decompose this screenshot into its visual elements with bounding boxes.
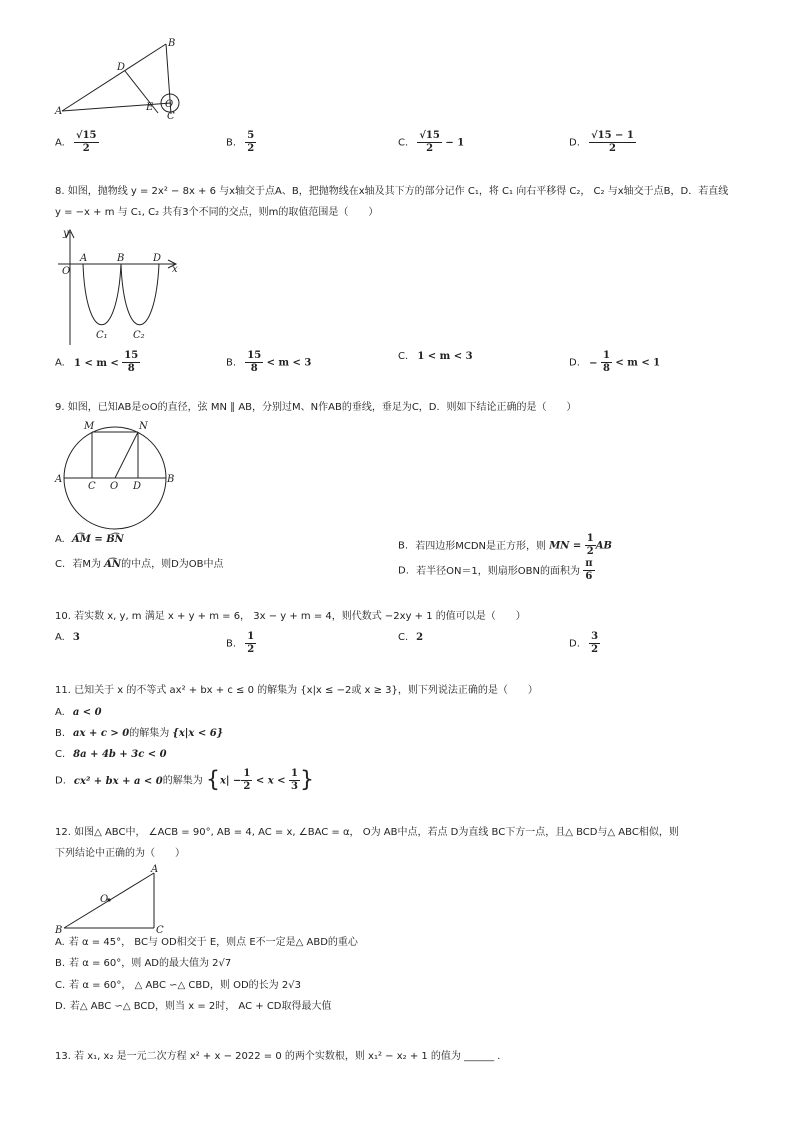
- q8-label-D: D: [153, 253, 162, 264]
- q8-label-A: A: [80, 253, 88, 264]
- q9-label-B: B: [167, 474, 175, 485]
- q9-label-D: D: [133, 481, 142, 492]
- q8-label-x: x: [172, 264, 178, 275]
- q12-label-B: B: [55, 925, 63, 936]
- q12-option-a[interactable]: A. 若 α = 45°， BC与 OD相交于 E，则点 E不一定是△ ABD的重心: [55, 937, 358, 948]
- q9-option-a[interactable]: A. A͡M = B͡N: [55, 534, 124, 545]
- q11-option-a[interactable]: A. a < 0: [55, 707, 102, 718]
- q9-label-A: A: [55, 474, 63, 485]
- q9-stem: 9. 如图，已知AB是⊙O的直径，弦 MN ∥ AB，分别过M、N作AB的垂线，垂足为C，D．则如下结论正确的是（ ）: [55, 402, 577, 413]
- q12-option-b[interactable]: B. 若 α = 60°，则 AD的最大值为 2√7: [55, 958, 232, 969]
- q9-label-C: C: [88, 481, 96, 492]
- q8-label-C1: C₁: [96, 330, 108, 341]
- q12-label-O: O: [100, 894, 109, 905]
- q8-stem-line1: 8. 如图，抛物线 y = 2x² − 8x + 6 与x轴交于点A、B，把抛物线在x轴及其下方的部分记作 C₁，将 C₁ 向右平移得 C₂， C₂ 与x轴交于点B，D．若直线: [55, 186, 729, 197]
- q9-label-M: M: [84, 421, 95, 432]
- q10-option-d[interactable]: D. $\frac{3}{2}$: [569, 631, 599, 655]
- q8-label-O: O: [62, 266, 71, 277]
- q9-option-b[interactable]: B. 若四边形MCDN是正方形，则 MN = $\frac{1}{2}$ AB: [398, 533, 612, 557]
- q11-option-d[interactable]: D. cx² + bx + a < 0的解集为 {x| − $\frac{1}{2}$ < x < $\frac{1}{3}$ }: [55, 767, 314, 793]
- q10-option-b[interactable]: B. $\frac{1}{2}$: [226, 631, 255, 655]
- q10-stem: 10. 若实数 x, y, m 满足 x + y + m = 6， 3x − y + m = 4，则代数式 −2xy + 1 的值可以是（ ）: [55, 611, 526, 622]
- q10-option-a[interactable]: A. 3: [55, 632, 80, 643]
- q7-label-D: D: [117, 62, 126, 73]
- q8-option-d[interactable]: D. − $\frac{1}{8}$ < m < 1: [569, 350, 661, 374]
- q7-option-a[interactable]: A. $\frac{√15}{2}$: [55, 130, 97, 154]
- q13-stem: 13. 若 x₁, x₂ 是一元二次方程 x² + x − 2022 = 0 的两个实数根，则 x₁² − x₂ + 1 的值为 ______ ．: [55, 1051, 508, 1062]
- q8-label-B: B: [117, 253, 125, 264]
- q7-option-b[interactable]: B. $\frac{5}{2}$: [226, 130, 255, 154]
- q12-option-c[interactable]: C. 若 α = 60°， △ ABC ∽△ CBD，则 OD的长为 2√3: [55, 980, 301, 991]
- q8-stem-line2: y = −x + m 与 C₁, C₂ 共有3个不同的交点，则m的取值范围是（ ）: [55, 207, 379, 218]
- q9-label-N: N: [139, 421, 148, 432]
- q8-option-b[interactable]: B. $\frac{15}{8}$ < m < 3: [226, 350, 312, 374]
- q12-label-C: C: [156, 925, 164, 936]
- q11-option-b[interactable]: B. ax + c > 0的解集为 {x|x < 6}: [55, 728, 224, 739]
- q8-option-a[interactable]: A. 1 < m < $\frac{15}{8}$: [55, 350, 139, 374]
- q9-option-d[interactable]: D. 若半径ON＝1，则扇形OBN的面积为 $\frac{\pi}{6}$: [398, 558, 593, 582]
- q7-option-d[interactable]: D. $\frac{√15 - 1}{2}$: [569, 130, 634, 154]
- q7-option-c[interactable]: C. $\frac{√15}{2}$ − 1: [398, 130, 465, 154]
- q7-label-E: E: [146, 102, 154, 113]
- q7-label-O: O: [165, 99, 174, 110]
- q7-label-C: C: [167, 111, 175, 122]
- q10-option-c[interactable]: C. 2: [398, 632, 424, 643]
- q12-stem-line2: 下列结论中正确的为（ ）: [55, 848, 185, 859]
- q9-label-O: O: [110, 481, 119, 492]
- q11-stem: 11. 已知关于 x 的不等式 ax² + bx + c ≤ 0 的解集为 {x|x ≤ −2或 x ≥ 3}，则下列说法正确的是（ ）: [55, 685, 538, 696]
- q12-label-A: A: [151, 864, 159, 875]
- q12-option-d[interactable]: D. 若△ ABC ∽△ BCD，则当 x = 2时， AC + CD取得最大值: [55, 1001, 332, 1012]
- q8-option-c[interactable]: C. 1 < m < 3: [398, 351, 473, 362]
- q11-option-c[interactable]: C. 8a + 4b + 3c < 0: [55, 749, 167, 760]
- q8-label-C2: C₂: [133, 330, 145, 341]
- q12-stem-line1: 12. 如图△ ABC中， ∠ACB = 90°, AB = 4, AC = x, ∠BAC = α， O为 AB中点，若点 D为直线 BC下方一点，且△ BCD与△ ABC相似，则: [55, 827, 679, 838]
- q9-option-c[interactable]: C. 若M为 A͡N的中点，则D为OB中点: [55, 559, 224, 570]
- q8-label-y: y: [63, 228, 69, 239]
- q7-label-A: A: [55, 106, 63, 117]
- q7-label-B: B: [168, 38, 176, 49]
